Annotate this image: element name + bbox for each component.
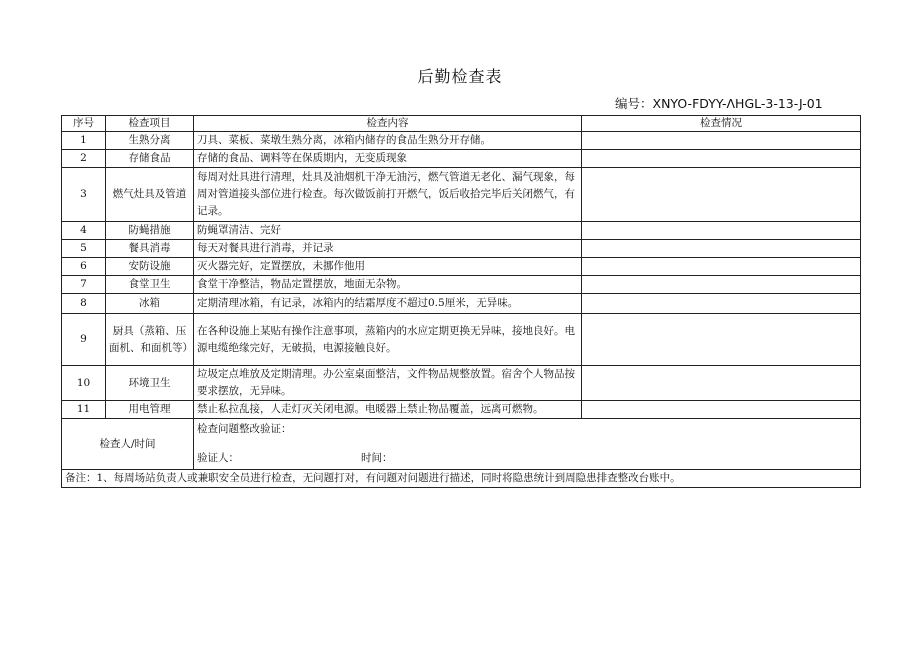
row-seq: 4 xyxy=(62,222,106,240)
row-status-cell[interactable] xyxy=(582,314,861,366)
row-content: 每天对餐具进行消毒，并记录 xyxy=(194,240,582,258)
row-seq: 7 xyxy=(62,276,106,294)
table-row xyxy=(62,168,861,222)
row-content: 垃圾定点堆放及定期清理。办公室桌面整洁，文件物品规整放置。宿舍个人物品按要求摆放，无异味。 xyxy=(194,366,582,401)
row-content: 灭火器完好，定置摆放，未挪作他用 xyxy=(194,258,582,276)
note-row xyxy=(62,470,861,488)
row-seq: 11 xyxy=(62,401,106,419)
row-content: 防蝇罩清洁、完好 xyxy=(194,222,582,240)
table-row xyxy=(62,294,861,314)
row-seq: 5 xyxy=(62,240,106,258)
row-item: 餐具消毒 xyxy=(106,240,194,258)
row-status-cell[interactable] xyxy=(582,366,861,401)
rectification-label: 检查问题整改验证： xyxy=(197,423,292,435)
row-content: 存储的食品、调料等在保质期内，无变质现象 xyxy=(194,150,582,168)
table-row xyxy=(62,132,861,150)
table-row xyxy=(62,258,861,276)
table-row xyxy=(62,150,861,168)
row-status-cell[interactable] xyxy=(582,401,861,419)
table-row xyxy=(62,366,861,401)
row-item: 环境卫生 xyxy=(106,366,194,401)
row-seq: 1 xyxy=(62,132,106,150)
table-row xyxy=(62,276,861,294)
row-seq: 2 xyxy=(62,150,106,168)
inspector-time-label: 检查人/时间 xyxy=(62,419,194,470)
document-code: 编号：XNYO-FDYY-ΛHGL-3-13-J-01 xyxy=(615,96,823,111)
table-row xyxy=(62,222,861,240)
row-status-cell[interactable] xyxy=(582,132,861,150)
table-header-row xyxy=(62,116,861,132)
header-seq: 序号 xyxy=(62,116,106,132)
signature-row xyxy=(62,419,861,470)
row-item: 食堂卫生 xyxy=(106,276,194,294)
row-status-cell[interactable] xyxy=(582,222,861,240)
row-status-cell[interactable] xyxy=(582,168,861,222)
row-seq: 3 xyxy=(62,168,106,222)
document-title: 后勤检查表 xyxy=(417,67,503,86)
row-seq: 10 xyxy=(62,366,106,401)
row-status-cell[interactable] xyxy=(582,294,861,314)
row-seq: 9 xyxy=(62,314,106,366)
row-item: 厨具（蒸箱、压面机、和面机等） xyxy=(106,314,194,366)
row-status-cell[interactable] xyxy=(582,240,861,258)
verifier-label: 验证人： xyxy=(197,452,239,464)
row-content: 食堂干净整洁，物品定置摆放，地面无杂物。 xyxy=(194,276,582,294)
row-item: 用电管理 xyxy=(106,401,194,419)
header-status: 检查情况 xyxy=(582,116,861,132)
row-status-cell[interactable] xyxy=(582,258,861,276)
row-content: 每周对灶具进行清理，灶具及油烟机干净无油污，燃气管道无老化、漏气现象，每周对管道接头部位进行检查。每次做饭前打开燃气，饭后收拾完毕后关闭燃气，有记录。 xyxy=(194,168,582,222)
row-seq: 6 xyxy=(62,258,106,276)
row-content: 刀具、菜板、菜墩生熟分离，冰箱内储存的食品生熟分开存储。 xyxy=(194,132,582,150)
row-item: 生熟分离 xyxy=(106,132,194,150)
row-item: 燃气灶具及管道 xyxy=(106,168,194,222)
rectification-verify-cell[interactable] xyxy=(194,419,861,470)
row-item: 防蝇措施 xyxy=(106,222,194,240)
row-content: 在各种设施上某贴有操作注意事项，蒸箱内的水应定期更换无异味，接地良好。电源电缆绝缘完好，无破损，电源接触良好。 xyxy=(194,314,582,366)
table-row xyxy=(62,240,861,258)
row-seq: 8 xyxy=(62,294,106,314)
header-content: 检查内容 xyxy=(194,116,582,132)
row-item: 存储食品 xyxy=(106,150,194,168)
inspection-table xyxy=(61,115,861,488)
row-item: 安防设施 xyxy=(106,258,194,276)
note-text: 备注：1、每周场站负责人或兼职安全员进行检查，无问题打对，有问题对问题进行描述，同时将隐患统计到周隐患排查整改台账中。 xyxy=(62,470,861,488)
verify-line xyxy=(197,450,857,467)
row-content: 定期清理冰箱，有记录，冰箱内的结霜厚度不超过0.5厘米，无异味。 xyxy=(194,294,582,314)
verify-time-label: 时间： xyxy=(361,452,393,464)
table-row xyxy=(62,401,861,419)
header-item: 检查项目 xyxy=(106,116,194,132)
row-content: 禁止私拉乱接，人走灯灭关闭电源。电暖器上禁止物品覆盖，远离可燃物。 xyxy=(194,401,582,419)
table-row xyxy=(62,314,861,366)
row-item: 冰箱 xyxy=(106,294,194,314)
row-status-cell[interactable] xyxy=(582,150,861,168)
row-status-cell[interactable] xyxy=(582,276,861,294)
